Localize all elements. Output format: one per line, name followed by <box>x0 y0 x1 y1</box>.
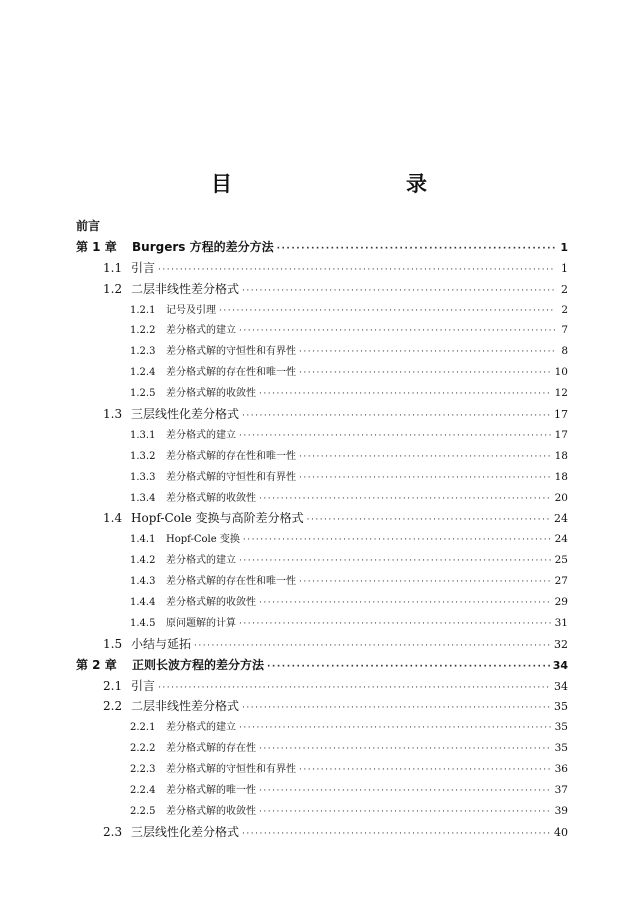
toc-section-row[interactable] <box>76 696 568 717</box>
toc-section-row[interactable] <box>76 404 568 425</box>
toc-entries <box>76 237 568 843</box>
toc-entry-page-number: 31 <box>554 616 568 629</box>
toc-entry-number: 1.5 <box>103 636 123 651</box>
toc-subsection-row[interactable] <box>76 488 568 509</box>
toc-entry-title: 三层线性化差分格式 <box>131 824 240 839</box>
toc-entry-page-number: 34 <box>552 658 568 672</box>
toc-entry-title: 差分格式解的存在性 <box>166 743 256 755</box>
toc-dot-leader <box>242 281 555 302</box>
toc-entry-title: 差分格式的建立 <box>166 429 236 441</box>
toc-entry-title: 差分格式解的存在性和唯一性 <box>166 450 296 462</box>
toc-preface-title: 前言 <box>76 219 101 233</box>
toc-entry-page-number: 18 <box>554 470 568 483</box>
toc-entry-number: 1.2.1 <box>130 304 156 316</box>
toc-entry-title: 差分格式解的存在性和唯一性 <box>166 576 296 588</box>
toc-entry-number: 2.3 <box>103 824 123 839</box>
toc-section-row[interactable] <box>76 634 568 655</box>
toc-entry-page-number: 10 <box>554 366 568 379</box>
toc-entry-page-number: 20 <box>554 491 568 504</box>
toc-entry-page-number: 8 <box>561 345 568 358</box>
toc-dot-leader <box>158 678 551 699</box>
toc-dot-leader <box>242 824 551 845</box>
toc-entry-number: 1.3.2 <box>130 450 156 462</box>
toc-entry-number: 2.2.2 <box>130 743 156 755</box>
toc-entry-page-number: 18 <box>554 449 568 462</box>
toc-entry-title: 小结与延拓 <box>131 636 192 651</box>
toc-entry-number: 1.4.4 <box>130 597 156 609</box>
toc-entry-number: 2.2.5 <box>130 805 156 817</box>
toc-entry-page-number: 29 <box>554 596 568 609</box>
toc-entry-number: 第 2 章 <box>76 657 117 672</box>
toc-dot-leader <box>299 572 552 593</box>
toc-entry-title: 引言 <box>131 260 156 275</box>
toc-entry-page-number: 7 <box>561 324 568 337</box>
toc-dot-leader <box>259 489 552 510</box>
toc-entry-number: 2.2 <box>103 699 123 714</box>
toc-dot-leader <box>219 301 555 322</box>
toc-entry-number: 1.4.1 <box>130 534 156 546</box>
toc-section-row[interactable] <box>76 508 568 529</box>
toc-entry-number: 1.4.3 <box>130 576 156 588</box>
toc-subsection-row[interactable] <box>76 613 568 634</box>
toc-dot-leader <box>259 802 552 823</box>
toc-subsection-row[interactable] <box>76 571 568 592</box>
toc-dot-leader <box>299 363 552 384</box>
toc-entry-title: 差分格式解的存在性和唯一性 <box>166 367 296 379</box>
toc-entry-title: 二层非线性差分格式 <box>131 281 240 296</box>
toc-subsection-row[interactable] <box>76 446 568 467</box>
toc-dot-leader <box>243 530 552 551</box>
toc-entry-title: 差分格式的建立 <box>166 722 236 734</box>
toc-entry-page-number: 17 <box>554 408 568 422</box>
toc-dot-leader <box>242 698 551 719</box>
toc-entry-title: 差分格式解的唯一性 <box>166 785 256 797</box>
toc-entry-page-number: 2 <box>561 282 568 296</box>
toc-dot-leader <box>299 342 555 363</box>
toc-entry-number: 1.3.3 <box>130 471 156 483</box>
toc-entry-title: 差分格式的建立 <box>166 325 236 337</box>
toc-chapter-row[interactable] <box>76 655 568 676</box>
toc-dot-leader <box>259 739 552 760</box>
toc-entry-title: 差分格式解的守恒性和有界性 <box>166 471 296 483</box>
toc-subsection-row[interactable] <box>76 320 568 341</box>
toc-section-row[interactable] <box>76 279 568 300</box>
toc-entry-title: 二层非线性差分格式 <box>131 699 240 714</box>
toc-entry-number: 1.3.1 <box>130 429 156 441</box>
toc-entry-number: 1.2 <box>103 281 123 296</box>
toc-subsection-row[interactable] <box>76 801 568 822</box>
toc-entry-number: 2.1 <box>103 678 123 693</box>
toc-entry-number: 1.1 <box>103 260 123 275</box>
toc-subsection-row[interactable] <box>76 592 568 613</box>
toc-entry-title: 差分格式的建立 <box>166 555 236 567</box>
toc-entry-page-number: 24 <box>554 533 568 546</box>
toc-subsection-row[interactable] <box>76 341 568 362</box>
toc-entry-title: 差分格式解的收敛性 <box>166 492 256 504</box>
toc-dot-leader <box>239 718 552 739</box>
toc-entry-title: 引言 <box>131 678 156 693</box>
toc-entry-page-number: 24 <box>554 512 568 526</box>
toc-subsection-row[interactable] <box>76 300 568 321</box>
table-of-contents <box>76 216 568 843</box>
toc-preface[interactable] <box>76 216 568 237</box>
toc-dot-leader <box>299 760 552 781</box>
toc-entry-title: 差分格式解的收敛性 <box>166 597 256 609</box>
toc-subsection-row[interactable] <box>76 738 568 759</box>
toc-entry-page-number: 37 <box>554 784 568 797</box>
toc-section-row[interactable] <box>76 676 568 697</box>
toc-dot-leader <box>239 321 555 342</box>
toc-entry-title: 差分格式解的守恒性和有界性 <box>166 346 296 358</box>
toc-entry-title: 差分格式解的收敛性 <box>166 388 256 400</box>
toc-subsection-row[interactable] <box>76 383 568 404</box>
toc-entry-page-number: 32 <box>554 637 568 651</box>
toc-entry-number: 1.2.4 <box>130 367 156 379</box>
toc-entry-page-number: 35 <box>554 700 568 714</box>
toc-entry-title: Burgers 方程的差分方法 <box>132 239 274 254</box>
toc-entry-number: 1.3 <box>103 407 123 422</box>
toc-dot-leader <box>259 593 552 614</box>
toc-subsection-row[interactable] <box>76 759 568 780</box>
toc-entry-title: 正则长波方程的差分方法 <box>132 657 265 672</box>
toc-entry-title: 记号及引理 <box>166 304 216 316</box>
toc-dot-leader <box>242 406 551 427</box>
toc-dot-leader <box>299 447 552 468</box>
toc-entry-number: 1.2.3 <box>130 346 156 358</box>
toc-subsection-row[interactable] <box>76 717 568 738</box>
toc-entry-page-number: 17 <box>554 428 568 441</box>
toc-entry-page-number: 2 <box>561 303 568 316</box>
toc-entry-number: 1.4.5 <box>130 617 156 629</box>
toc-dot-leader <box>239 426 552 447</box>
toc-entry-number: 2.2.4 <box>130 785 156 797</box>
toc-entry-number: 1.2.2 <box>130 325 156 337</box>
toc-dot-leader <box>259 781 552 802</box>
toc-entry-number: 2.2.3 <box>130 764 156 776</box>
toc-dot-leader <box>277 239 555 260</box>
toc-subsection-row[interactable] <box>76 362 568 383</box>
toc-entry-title: 原问题解的计算 <box>166 617 236 629</box>
toc-entry-page-number: 34 <box>554 679 568 693</box>
toc-subsection-row[interactable] <box>76 529 568 550</box>
toc-dot-leader <box>267 657 550 678</box>
toc-subsection-row[interactable] <box>76 550 568 571</box>
toc-section-row[interactable] <box>76 258 568 279</box>
page-title: 目 录 <box>211 172 471 196</box>
toc-dot-leader <box>307 510 551 531</box>
toc-subsection-row[interactable] <box>76 467 568 488</box>
toc-entry-page-number: 35 <box>554 742 568 755</box>
toc-entry-page-number: 39 <box>554 804 568 817</box>
toc-entry-number: 2.2.1 <box>130 722 156 734</box>
toc-entry-page-number: 27 <box>554 575 568 588</box>
toc-entry-page-number: 40 <box>554 825 568 839</box>
toc-dot-leader <box>194 636 551 657</box>
toc-subsection-row[interactable] <box>76 780 568 801</box>
toc-section-row[interactable] <box>76 822 568 843</box>
toc-entry-page-number: 25 <box>554 554 568 567</box>
toc-entry-page-number: 1 <box>561 261 568 275</box>
toc-entry-number: 第 1 章 <box>76 239 117 254</box>
toc-entry-page-number: 1 <box>560 240 568 254</box>
toc-entry-title: 差分格式解的守恒性和有界性 <box>166 764 296 776</box>
toc-entry-number: 1.3.4 <box>130 492 156 504</box>
toc-entry-number: 1.2.5 <box>130 388 156 400</box>
toc-dot-leader <box>158 260 555 281</box>
toc-entry-page-number: 35 <box>554 721 568 734</box>
toc-dot-leader <box>239 614 552 635</box>
toc-entry-page-number: 36 <box>554 763 568 776</box>
toc-chapter-row[interactable] <box>76 237 568 258</box>
toc-entry-title: 差分格式解的收敛性 <box>166 805 256 817</box>
toc-entry-number: 1.4.2 <box>130 555 156 567</box>
toc-entry-number: 1.4 <box>103 511 123 526</box>
toc-dot-leader <box>239 551 552 572</box>
toc-entry-title: Hopf-Cole 变换与高阶差分格式 <box>131 511 304 526</box>
toc-subsection-row[interactable] <box>76 425 568 446</box>
toc-dot-leader <box>259 384 552 405</box>
toc-entry-page-number: 12 <box>554 387 568 400</box>
toc-dot-leader <box>299 468 552 489</box>
toc-entry-title: Hopf-Cole 变换 <box>166 534 240 546</box>
toc-entry-title: 三层线性化差分格式 <box>131 407 240 422</box>
